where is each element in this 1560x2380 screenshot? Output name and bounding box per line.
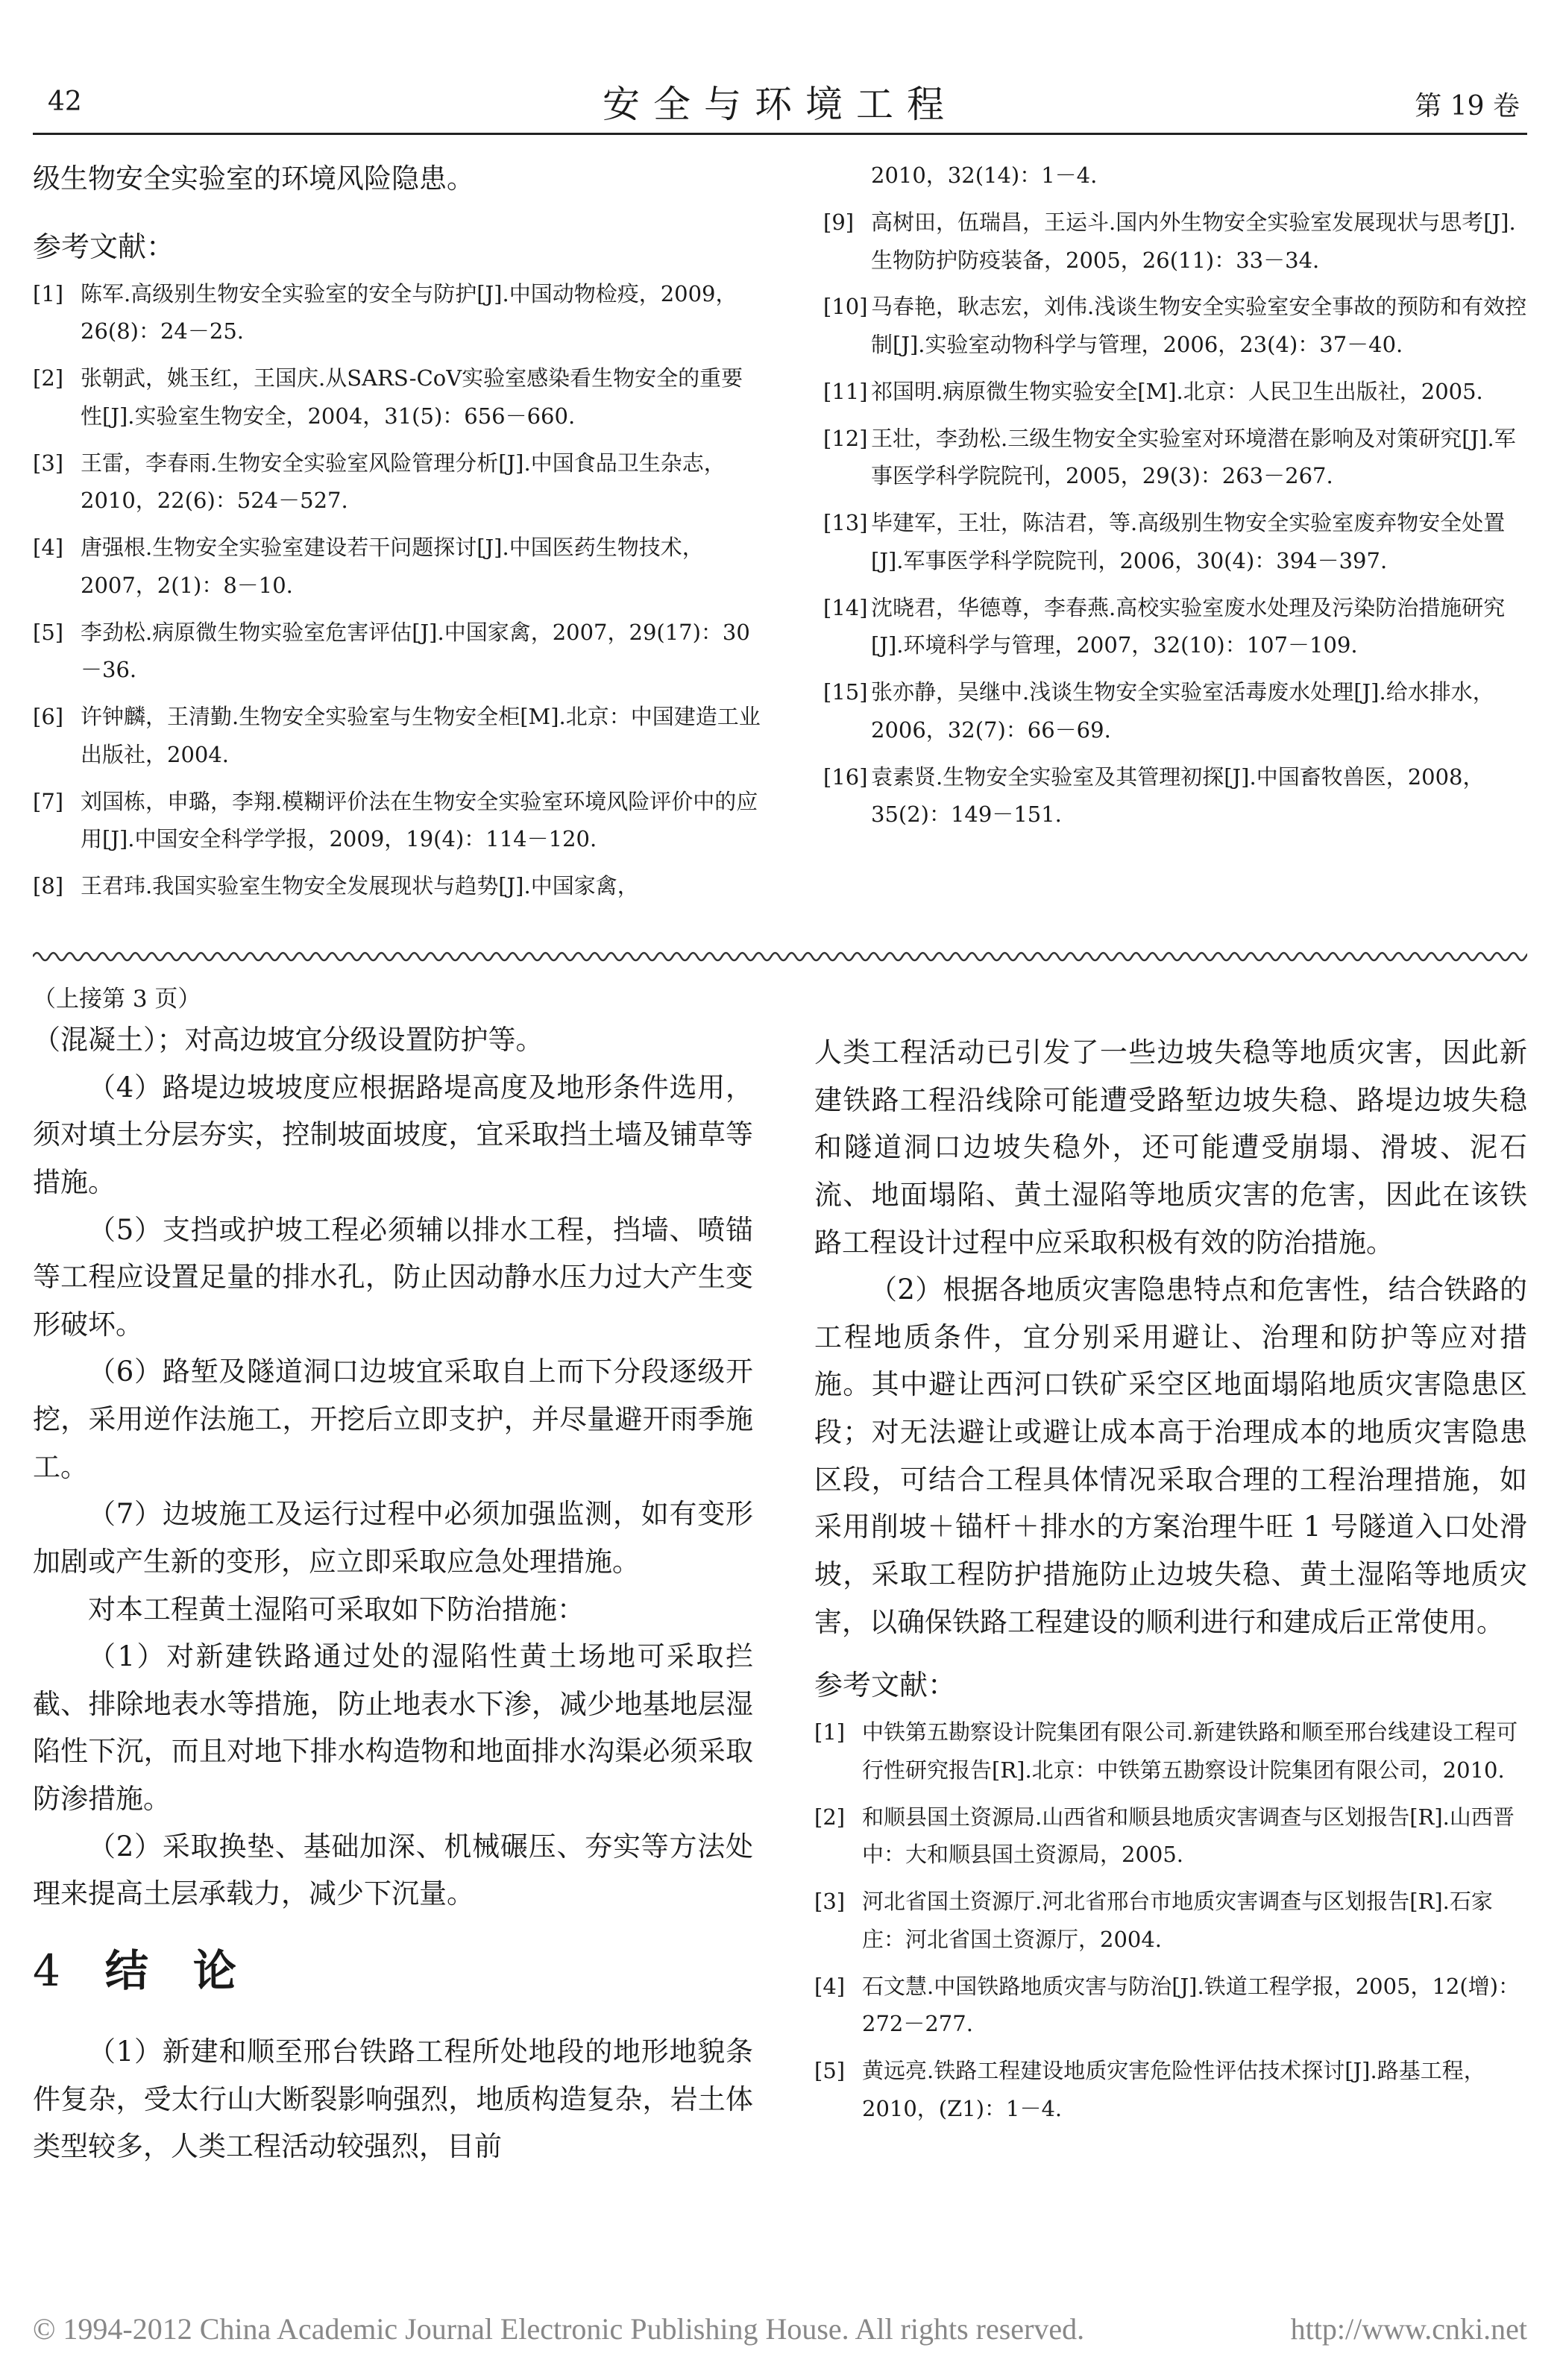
paragraph: （1）新建和顺至邢台铁路工程所处地段的地形地貌条件复杂，受太行山大断裂影响强烈，地质构造复杂，岩土体类型较多，人类工程活动较强烈，目前: [33, 2035, 753, 2163]
reference-text: 沈晓君，华德尊，李春燕.高校实验室废水处理及污染防治措施研究[J].环境科学与管理，2007，32(10)：107－109.: [871, 594, 1506, 658]
reference-item: [33, 698, 764, 774]
reference-item: [814, 1968, 1527, 2044]
references-title: 参考文献：: [33, 230, 175, 263]
reference-text: 张亦静，吴继中.浅谈生物安全实验室活毒废水处理[J].给水排水，2006，32(7)：66－69.: [871, 679, 1494, 743]
reference-number: [3]: [33, 450, 64, 476]
reference-number: [11]: [823, 378, 868, 404]
reference-text: 唐强根.生物安全实验室建设若干问题探讨[J].中国医药生物技术，2007，2(1)：8－10.: [81, 535, 704, 598]
reference-text: 毕建军，王壮，陈洁君，等.高级别生物安全实验室废弃物安全处置[J].军事医学科学院院刊，2006，30(4)：394－397.: [871, 510, 1506, 573]
reference-text: 马春艳，耿志宏，刘伟.浅谈生物安全实验室安全事故的预防和有效控制[J].实验室动物科学与管理，2006，23(4)：37－40.: [871, 294, 1527, 357]
reference-item: [814, 1713, 1527, 1789]
paragraph: （6）路堑及隧道洞口边坡宜采取自上而下分段逐级开挖，采用逆作法施工，开挖后立即支护，并尽量避开雨季施工。: [33, 1356, 753, 1483]
paragraph: （5）支挡或护坡工程必须辅以排水工程，挡墙、喷锚等工程应设置足量的排水孔，防止因动静水压力过大产生变形破坏。: [33, 1213, 753, 1341]
reference-number: [10]: [823, 294, 868, 320]
reference-text: 王君玮.我国实验室生物安全发展现状与趋势[J].中国家禽，: [81, 873, 639, 899]
reference-text: 刘国栋，申璐，李翔.模糊评价法在生物安全实验室环境风险评价中的应用[J].中国安全科学学报，2009，19(4)：114－120.: [81, 788, 758, 852]
paragraph: 人类工程活动已引发了一些边坡失稳等地质灾害，因此新建铁路工程沿线除可能遭受路堑边坡失稳、路堤边坡失稳和隧道洞口边坡失稳外，还可能遭受崩塌、滑坡、泥石流、地面塌陷、黄土湿陷等地质灾害的危害，因此在该铁路工程设计过程中应采取积极有效的防治措施。: [814, 1036, 1527, 1259]
reference-text: 王壮，李劲松.三级生物安全实验室对环境潜在影响及对策研究[J].军事医学科学院院刊，2005，29(3)：263－267.: [871, 425, 1516, 489]
reference-number: [13]: [823, 510, 868, 535]
reference-text: 李劲松.病原微生物实验室危害评估[J].中国家禽，2007，29(17)：30－36.: [81, 619, 750, 683]
section-heading: [33, 1936, 753, 1998]
reference-item: [814, 2052, 1527, 2128]
copyright-text: © 1994-2012 China Academic Journal Electronic Publishing House. All rights reserved.: [33, 2312, 1085, 2346]
reference-number: [5]: [33, 619, 64, 645]
reference-number: [12]: [823, 425, 868, 451]
reference-text: 袁素贤.生物安全实验室及其管理初探[J].中国畜牧兽医，2008，35(2)：149－151.: [871, 764, 1485, 828]
reference-number: [15]: [823, 679, 868, 705]
reference-text: 许钟麟，王清勤.生物安全实验室与生物安全柜[M].北京：中国建造工业出版社，2004.: [81, 704, 761, 767]
reference-number: [2]: [33, 365, 64, 391]
reference-number: [4]: [33, 535, 64, 561]
reference-item: [33, 359, 764, 435]
continued-note: （上接第 3 页）: [33, 986, 201, 1013]
journal-title: 安全与环境工程: [603, 83, 957, 126]
reference-item: [33, 867, 764, 905]
reference-item: [814, 1883, 1527, 1959]
reference-number: [16]: [823, 764, 868, 790]
page-number: 42: [48, 86, 82, 117]
top-right-column: [823, 157, 1527, 843]
volume-label: 第 19 卷: [1415, 91, 1520, 122]
reference-number: [2]: [814, 1804, 846, 1830]
reference-text: 陈军.高级别生物安全实验室的安全与防护[J].中国动物检疫，2009，26(8)：24－25.: [81, 280, 737, 344]
top-left-column: [33, 155, 764, 914]
reference-item: [823, 758, 1527, 834]
reference-list: [33, 275, 764, 905]
reference-number: [1]: [814, 1719, 846, 1745]
paragraph: （混凝土）；对高边坡宜分级设置防护等。: [33, 1024, 544, 1056]
reference-item: [823, 373, 1527, 411]
section-title: 结论: [104, 1945, 281, 1996]
reference-list-continued: [823, 157, 1527, 834]
reference-text: 和顺县国土资源局.山西省和顺县地质灾害调查与区划报告[R].山西晋中：大和顺县国土资源局，2005.: [862, 1804, 1515, 1868]
copyright-footer: [33, 2311, 1527, 2346]
page-header: [33, 72, 1527, 131]
paragraph: （2）采取换垫、基础加深、机械碾压、夯实等方法处理来提高土层承载力，减少下沉量。: [33, 1830, 753, 1910]
reference-item: [814, 1798, 1527, 1874]
bottom-left-column: [33, 980, 753, 2170]
reference-text: 高树田，伍瑞昌，王运斗.国内外生物安全实验室发展现状与思考[J].生物防护防疫装备，2005，26(11)：33－34.: [871, 209, 1516, 273]
reference-number: [3]: [814, 1889, 846, 1915]
bottom-right-column: [814, 1029, 1527, 2137]
reference-item: [33, 275, 764, 351]
reference-number: [4]: [814, 1973, 846, 1999]
header-rule: [33, 133, 1527, 135]
reference-list: [814, 1713, 1527, 2128]
paragraph: （2）根据各地质灾害隐患特点和危害性，结合铁路的工程地质条件，宜分别采用避让、治理和防护等应对措施。其中避让西河口铁矿采空区地面塌陷地质灾害隐患区段；对无法避让或避让成本高于治理成本的地质灾害隐患区段，可结合工程具体情况采取合理的工程治理措施，如采用削坡＋锚杆＋排水的方案治理牛旺 1 号隧道入口处滑坡，采取工程防护措施防止边坡失稳、黄土湿陷等地质灾害，以确保铁路工程建设的顺利进行和建成后正常使用。: [814, 1274, 1527, 1638]
reference-number: [5]: [814, 2058, 846, 2084]
reference-text: 河北省国土资源厅.河北省邢台市地质灾害调查与区划报告[R].石家庄：河北省国土资源厅，2004.: [862, 1889, 1493, 1952]
reference-item: [823, 204, 1527, 280]
reference-number: [14]: [823, 594, 868, 620]
paragraph: （4）路堤边坡坡度应根据路堤高度及地形条件选用，须对填土分层夯实，控制坡面坡度，宜采取挡土墙及铺草等措施。: [33, 1071, 753, 1198]
reference-item: [823, 420, 1527, 496]
reference-number: [1]: [33, 280, 64, 306]
references-title: 参考文献：: [814, 1669, 957, 1702]
reference-number: [6]: [33, 704, 64, 730]
reference-number: [9]: [823, 209, 855, 235]
footer-url[interactable]: http://www.cnki.net: [1290, 2312, 1527, 2346]
reference-item: [823, 504, 1527, 580]
reference-item: [33, 783, 764, 859]
reference-text: 王雷，李春雨.生物安全实验室风险管理分析[J].中国食品卫生杂志，2010，22(6)：524－527.: [81, 450, 726, 514]
lead-text: 级生物安全实验室的环境风险隐患。: [33, 163, 474, 195]
section-number: 4: [33, 1945, 60, 1996]
paragraph: 对本工程黄土湿陷可采取如下防治措施：: [88, 1593, 585, 1625]
reference-item: [33, 614, 764, 690]
reference-text: 黄远亮.铁路工程建设地质灾害危险性评估技术探讨[J].路基工程，2010，(Z1)：1－4.: [862, 2058, 1485, 2121]
paragraph: （1）对新建铁路通过处的湿陷性黄土场地可采取拦截、排除地表水等措施，防止地表水下渗，减少地基地层湿陷性下沉，而且对地下排水构造物和地面排水沟渠必须采取防渗措施。: [33, 1640, 753, 1815]
reference-text: 祁国明.病原微生物实验安全[M].北京：人民卫生出版社，2005.: [871, 378, 1483, 404]
reference-number: [8]: [33, 873, 64, 899]
reference-text: 石文慧.中国铁路地质灾害与防治[J].铁道工程学报，2005，12(增)：272－277.: [862, 1973, 1520, 2037]
reference-item: [33, 529, 764, 605]
reference-item: [823, 288, 1527, 364]
wavy-separator: [33, 945, 1527, 968]
reference-text: 2010，32(14)：1－4.: [871, 163, 1098, 188]
reference-continuation: [823, 157, 1527, 195]
reference-item: [823, 673, 1527, 749]
reference-text: 张朝武，姚玉红，王国庆.从SARS-CoV实验室感染看生物安全的重要性[J].实验室生物安全，2004，31(5)：656－660.: [81, 365, 743, 429]
reference-number: [7]: [33, 788, 64, 814]
reference-item: [33, 444, 764, 520]
paragraph: （7）边坡施工及运行过程中必须加强监测，如有变形加剧或产生新的变形，应立即采取应急处理措施。: [33, 1498, 753, 1578]
reference-text: 中铁第五勘察设计院集团有限公司.新建铁路和顺至邢台线建设工程可行性研究报告[R].北京：中铁第五勘察设计院集团有限公司，2010.: [862, 1719, 1518, 1783]
reference-item: [823, 589, 1527, 665]
